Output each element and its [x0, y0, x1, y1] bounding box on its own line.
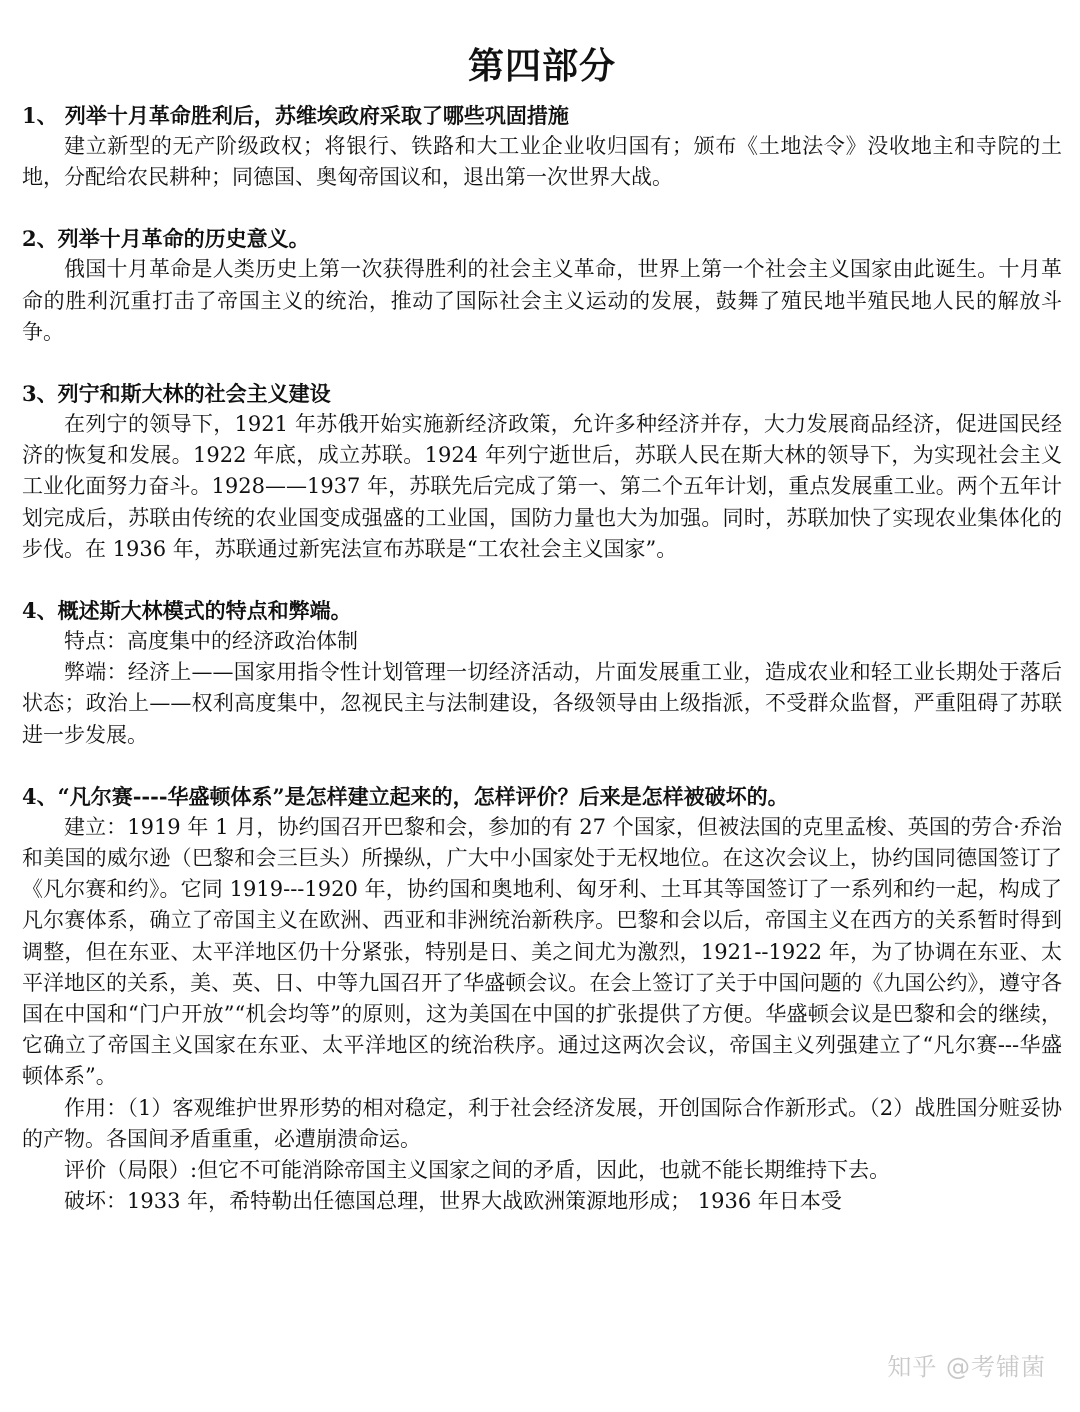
section-heading: 2、列举十月革命的历史意义。	[22, 226, 310, 252]
section-paragraph: 弊端：经济上——国家用指令性计划管理一切经济活动，片面发展重工业，造成农业和轻工业长期处于落后状态；政治上——权利高度集中，忽视民主与法制建设，各级领导由上级指派，不受群众监督，严重阻碍了苏联进一步发展。	[22, 660, 1062, 747]
section-paragraph: 建立新型的无产阶级政权；将银行、铁路和大工业企业收归国有；颁布《土地法令》没收地主和寺院的土地，分配给农民耕种；同德国、奥匈帝国议和，退出第一次世界大战。	[22, 134, 1062, 190]
section-heading: 4、“凡尔赛----华盛顿体系”是怎样建立起来的，怎样评价？后来是怎样被破坏的。	[22, 783, 789, 809]
section-paragraph: 作用：（1）客观维护世界形势的相对稳定，利于社会经济发展，开创国际合作新形式。（2）战胜国分赃妥协的产物。各国间矛盾重重，必遭崩溃命运。	[22, 1095, 1062, 1151]
watermark: 知乎 @考铺菌	[887, 1353, 1046, 1381]
section-paragraph: 建立：1919 年 1 月，协约国召开巴黎和会，参加的有 27 个国家，但被法国的克里孟梭、英国的劳合·乔治和美国的威尔逊（巴黎和会三巨头）所操纵，广大中小国家处于无权地位。在这次会议上，协约国同德国签订了《凡尔赛和约》。它同 1919---1920 年，协约国和奥地利、匈牙利、土耳其等国签订了一系列和约一起，构成了凡尔赛体系，确立了帝国主义在欧洲、西亚和非洲统治新秩序。巴黎和会以后，帝国主义在西方的关系暂时得到调整，但在东亚、太平洋地区仍十分紧张，特别是日、美之间尤为激烈，1921--1922 年，为了协调在东亚、太平洋地区的关系，美、英、日、中等九国召开了华盛顿会议。在会上签订了关于中国问题的《九国公约》，遵守各国在中国和“门户开放”“机会均等”的原则，这为美国在中国的扩张提供了方便。华盛顿会议是巴黎和会的继续，它确立了帝国主义国家在东亚、太平洋地区的统治秩序。通过这两次会议，帝国主义列强建立了“凡尔赛---华盛顿体系”。	[22, 814, 1062, 1089]
section-5	[22, 781, 1062, 1218]
section-paragraph: 俄国十月革命是人类历史上第一次获得胜利的社会主义革命，世界上第一个社会主义国家由此诞生。十月革命的胜利沉重打击了帝国主义的统治，推动了国际社会主义运动的发展，鼓舞了殖民地半殖民地人民的解放斗争。	[22, 257, 1062, 344]
section-3	[22, 378, 1062, 565]
section-1	[22, 100, 1062, 193]
section-paragraph: 特点：高度集中的经济政治体制	[64, 629, 358, 654]
section-heading: 4、概述斯大林模式的特点和弊端。	[22, 598, 352, 624]
page-title: 第四部分	[467, 45, 616, 87]
section-2	[22, 223, 1062, 348]
section-paragraph: 评价（局限）:但它不可能消除帝国主义国家之间的矛盾，因此，也就不能长期维持下去。	[64, 1158, 891, 1183]
section-heading: 1、 列举十月革命胜利后，苏维埃政府采取了哪些巩固措施	[22, 103, 569, 128]
section-paragraph: 在列宁的领导下，1921 年苏俄开始实施新经济政策，允许多种经济并存，大力发展商品经济，促进国民经济的恢复和发展。1922 年底，成立苏联。1924 年列宁逝世后，苏联人民在斯大林的领导下，为实现社会主义工业化面努力奋斗。1928——1937 年，苏联先后完成了第一、第二个五年计划，重点发展重工业。两个五年计划完成后，苏联由传统的农业国变成强盛的工业国，国防力量也大为加强。同时，苏联加快了实现农业集体化的步伐。在 1936 年，苏联通过新宪法宣布苏联是“工农社会主义国家”。	[22, 412, 1062, 561]
section-paragraph: 破坏：1933 年，希特勒出任德国总理，世界大战欧洲策源地形成； 1936 年日本受	[64, 1189, 842, 1214]
section-4	[22, 595, 1062, 751]
document-page	[22, 38, 1062, 1247]
section-heading: 3、列宁和斯大林的社会主义建设	[22, 381, 331, 407]
